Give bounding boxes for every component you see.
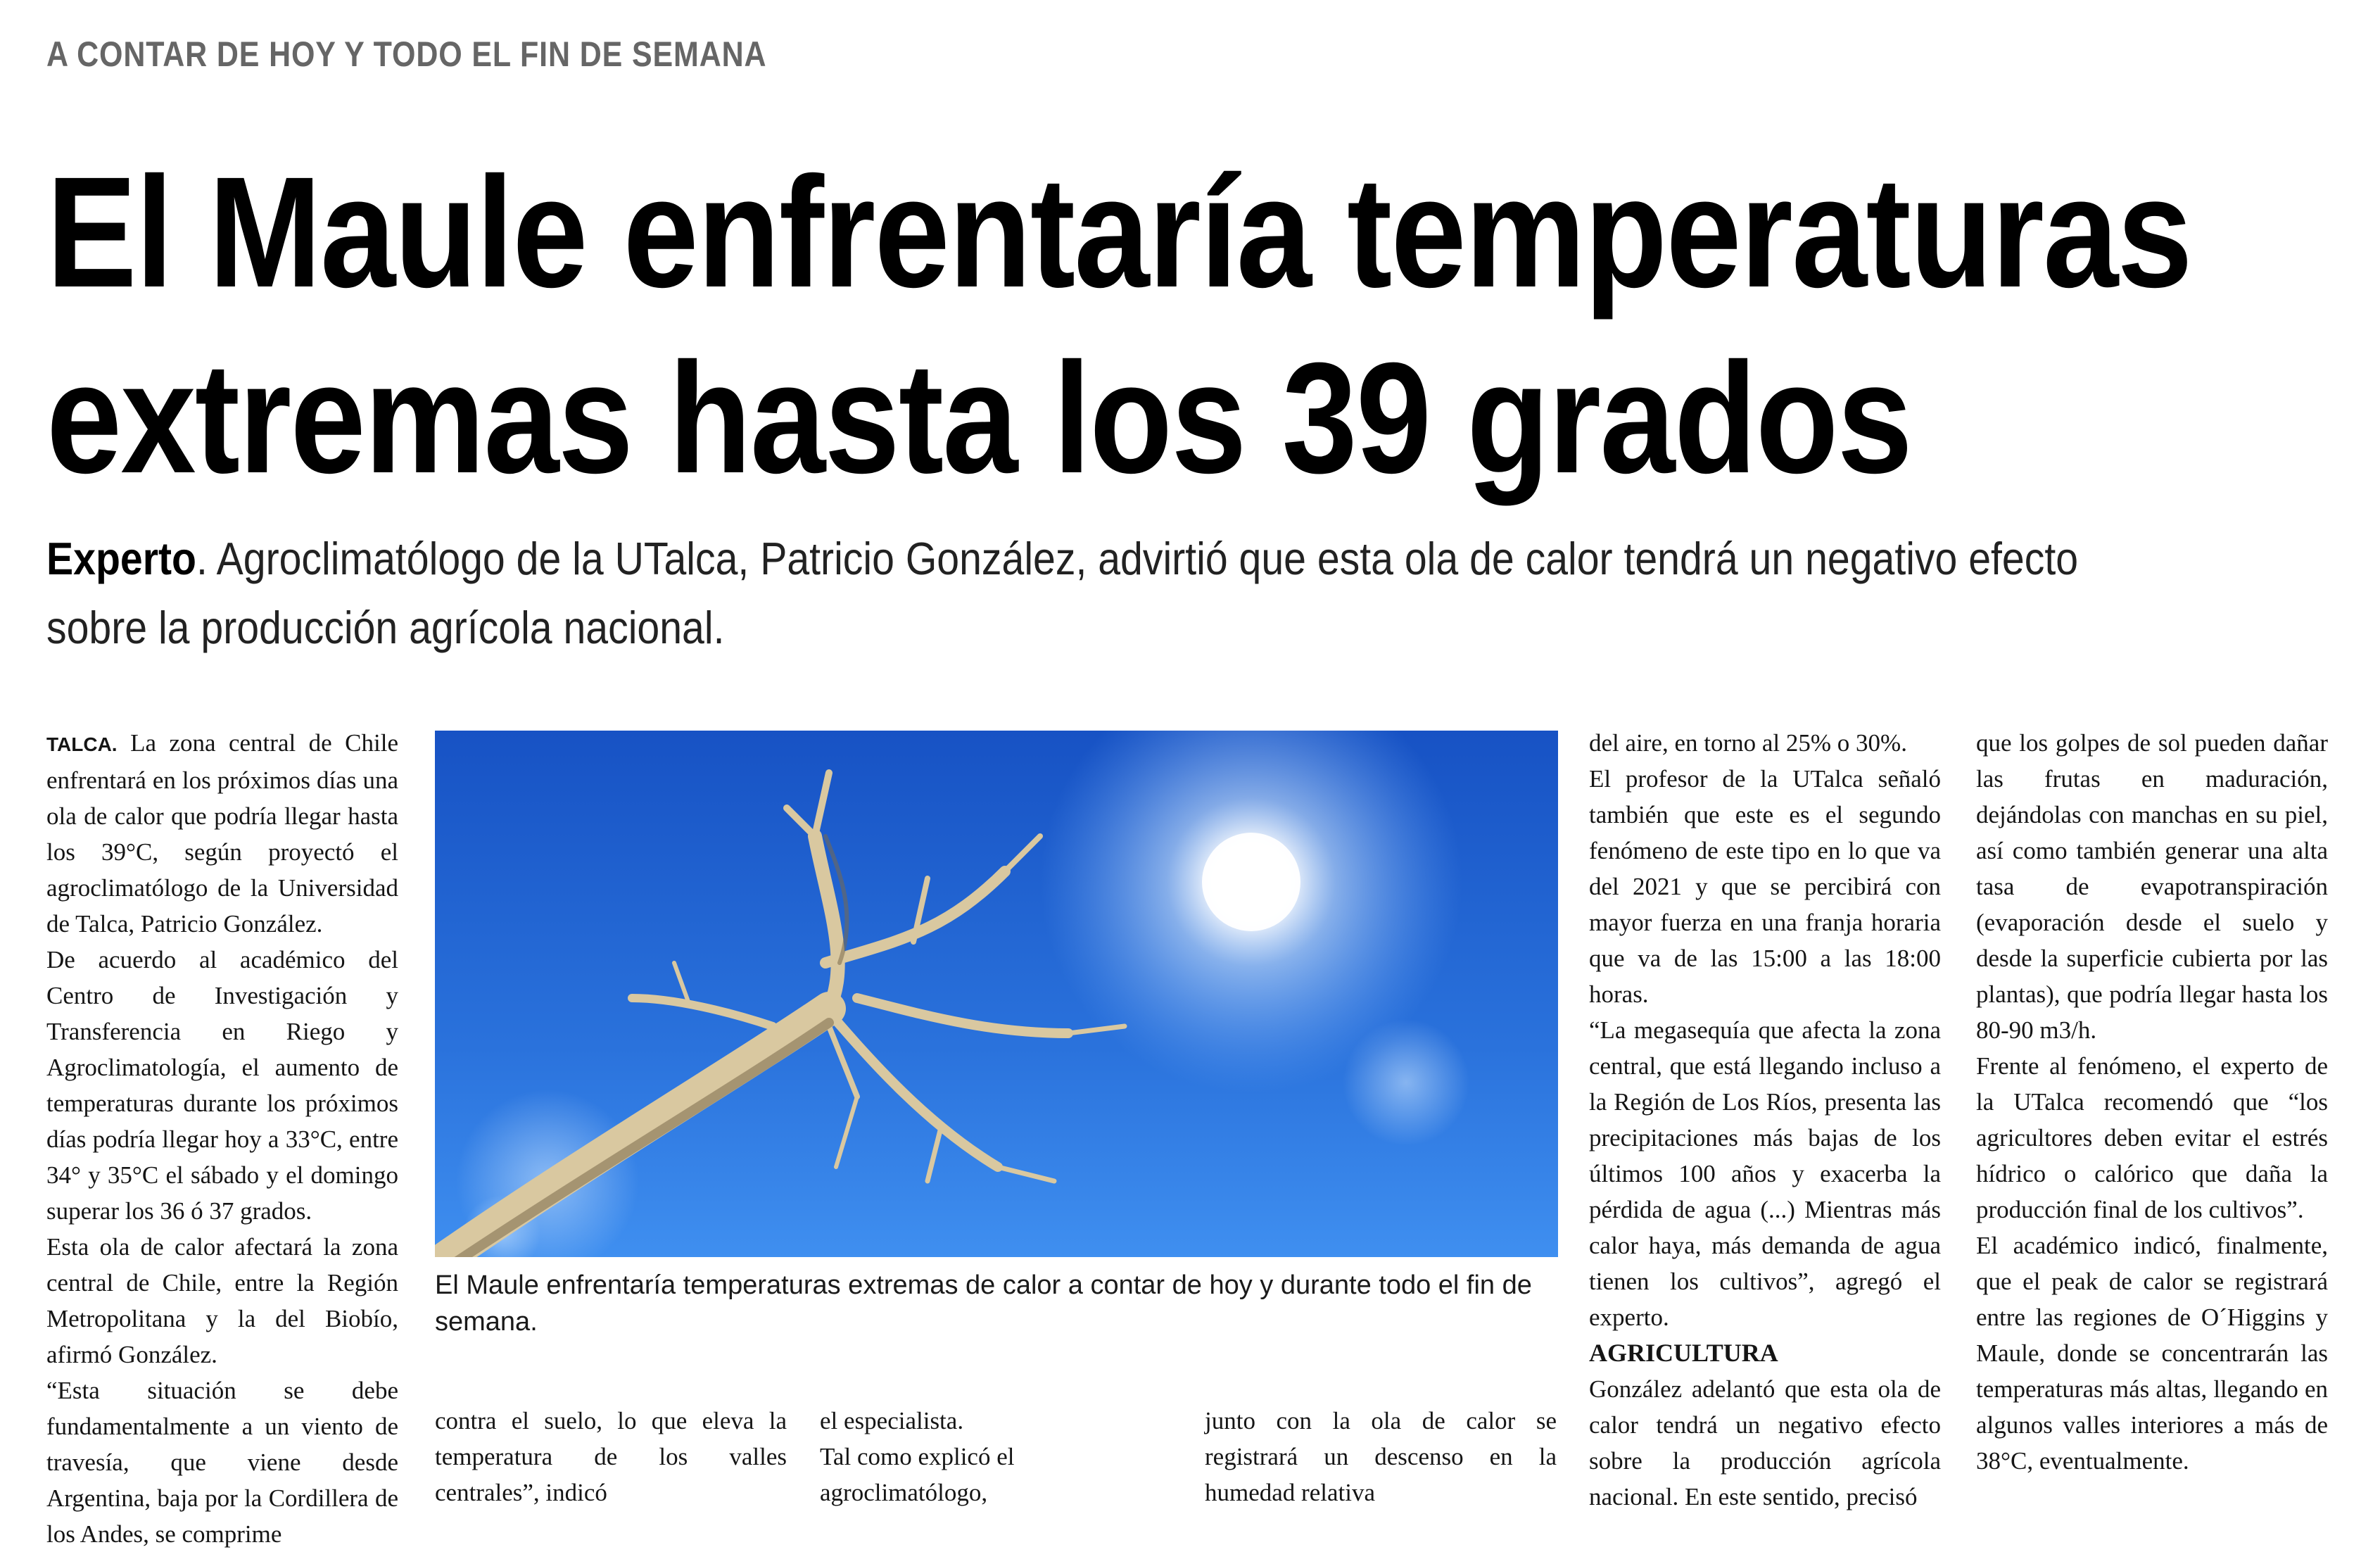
paragraph: Frente al fenómeno, el experto de la UTalca recomendó que “los agricultores deben evitar el estrés hídrico o calórico que daña la producción final de los cultivos”. (1976, 1052, 2328, 1223)
paragraph: el especialista. (820, 1407, 964, 1434)
dateline: TALCA. (46, 733, 118, 755)
deck-lead: Experto (46, 533, 196, 584)
paragraph: El profesor de la UTalca señaló también que este es el segundo fenómeno de este tipo en lo que va del 2021 y que se percibirá con mayor fuerza en una franja horaria que va de las 15:00 a las 18:00 horas. (1589, 765, 1941, 1008)
headline-line-1: El Maule enfrentaría temperaturas (46, 144, 2191, 320)
article-column-3 (820, 1403, 1172, 1510)
article-column-5 (1589, 725, 1941, 1515)
photo-illustration (435, 731, 1558, 1257)
paragraph: La zona central de Chile enfrentará en los próximos días una ola de calor que podría llegar hasta los 39°C, según proyectó el agroclimatólogo de la Universidad de Talca, Patricio González. (46, 729, 399, 938)
deck (46, 524, 2152, 662)
paragraph: “La megasequía que afecta la zona central, que está llegando incluso a la Región de Los Ríos, presenta las precipitaciones más bajas de los últimos 100 años y exacerba la pérdida de agua (...) Mientras más calor haya, más demanda de agua tienen los cultivos”, agregó el experto. (1589, 1016, 1941, 1331)
photo-caption: El Maule enfrentaría temperaturas extremas de calor a contar de hoy y durante todo el fin de semana. (435, 1270, 1532, 1337)
headline (46, 139, 2286, 511)
paragraph: De acuerdo al académico del Centro de Investigación y Transferencia en Riego y Agroclimatología, el aumento de temperaturas durante los próximos días podría llegar hoy a 33°C, entre 34° y 35°C el sábado y el domingo superar los 36 ó 37 grados. (46, 946, 398, 1225)
article-column-4 (1205, 1403, 1557, 1510)
paragraph: Tal como explicó el agroclimatólogo, (820, 1443, 1015, 1506)
paragraph: contra el suelo, lo que eleva la temperatura de los valles centrales”, indicó (435, 1407, 787, 1506)
article-column-1 (46, 725, 398, 1552)
paragraph: El académico indicó, finalmente, que el peak de calor se registrará entre las regiones de O´Higgins y Maule, donde se concentrarán las temperaturas más altas, llegando en algunos valles interiores a más de 38°C, eventualmente. (1976, 1232, 2328, 1475)
paragraph: Esta ola de calor afectará la zona central de Chile, entre la Región Metropolitana y la del Biobío, afirmó González. (46, 1233, 398, 1368)
subhead-agricultura: AGRICULTURA (1589, 1339, 1778, 1367)
sun-dry-tree-photo (435, 731, 1558, 1257)
paragraph: junto con la ola de calor se registrará un descenso en la humedad relativa (1205, 1407, 1557, 1506)
article-column-6 (1976, 725, 2328, 1479)
deck-text: . Agroclimatólogo de la UTalca, Patricio González, advirtió que esta ola de calor tendrá un negativo efecto sobre la producción agrícola nacional. (46, 533, 2079, 653)
headline-line-2: extremas hasta los 39 grados (46, 330, 1912, 506)
kicker: A CONTAR DE HOY Y TODO EL FIN DE SEMANA (46, 34, 767, 74)
article-column-2 (435, 1403, 787, 1510)
paragraph: González adelantó que esta ola de calor tendrá un negativo efecto sobre la producción agrícola nacional. En este sentido, precisó (1589, 1375, 1941, 1510)
paragraph: “Esta situación se debe fundamentalmente a un viento de travesía, que viene desde Argentina, baja por la Cordillera de los Andes, se comprime (46, 1377, 398, 1548)
paragraph: que los golpes de sol pueden dañar las frutas en maduración, dejándolas con manchas en su piel, así como también generar una alta tasa de evapotranspiración (evaporación desde el suelo y desde la superficie cubierta por las plantas), que podría llegar hasta los 80-90 m3/h. (1976, 729, 2328, 1044)
paragraph: del aire, en torno al 25% o 30%. (1589, 729, 1907, 757)
